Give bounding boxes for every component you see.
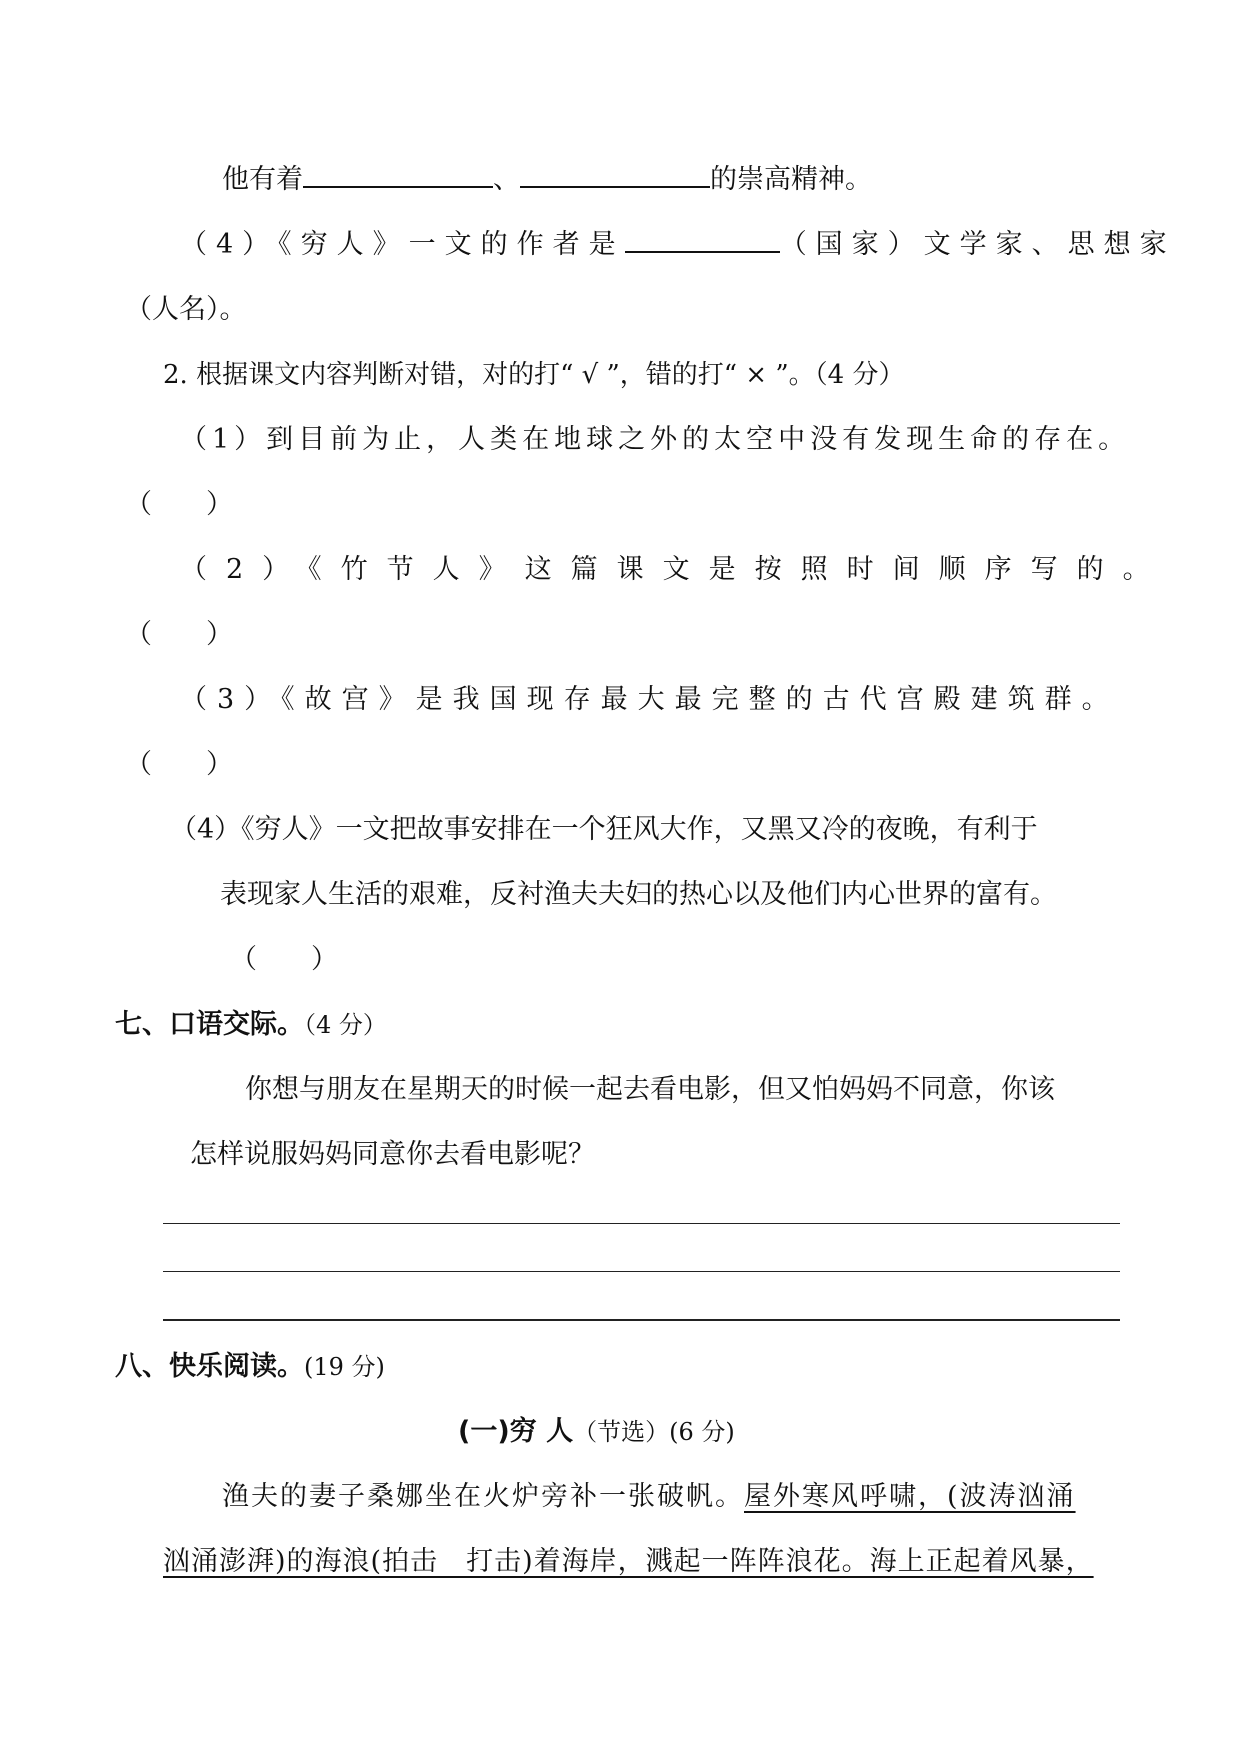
q2-item-3-paren: （ ） (125, 749, 233, 780)
sec8-score: (19 分) (304, 1353, 385, 1381)
q1-4-prefix: （4）《穷人》一文的作者是 (180, 229, 625, 260)
sec8-heading (115, 1347, 385, 1387)
q1-3-sep: 、 (493, 164, 520, 195)
q2-item-4-paren: （ ） (230, 944, 338, 975)
q2-item-1-paren: （ ） (125, 489, 233, 520)
q2-title: 2. 根据课文内容判断对错，对的打“ √ ”，错的打“ × ”。（4 分） (163, 360, 905, 390)
q1-3-suffix: 的崇高精神。 (710, 164, 872, 195)
q1-4-suffix: （国家）文学家、思想家 (779, 229, 1176, 260)
blank-2[interactable] (520, 162, 710, 188)
q2-item-1: （1）到目前为止，人类在地球之外的太空中没有发现生命的存在。 (180, 424, 1131, 455)
sec7-score: （4 分） (304, 1011, 387, 1039)
sec7-heading (115, 1005, 387, 1045)
blank-1[interactable] (303, 162, 493, 188)
answer-line-3[interactable] (163, 1319, 1120, 1321)
blank-3[interactable] (625, 227, 780, 253)
q1-3-prefix: 他有着 (222, 164, 303, 195)
q2-item-3: （3）《故宫》是我国现存最大最完整的古代宫殿建筑群。 (180, 684, 1119, 715)
q2-item-4-line1: （4）《穷人》一文把故事安排在一个狂风大作，又黑又冷的夜晚，有利于 (170, 814, 1038, 845)
sec7-prompt-1: 你想与朋友在星期天的时候一起去看电影，但又怕妈妈不同意，你该 (245, 1074, 1055, 1105)
q1-3-line (222, 160, 872, 200)
reading-para-1-underlined: 屋外寒风呼啸，(波涛汹涌 (744, 1481, 1076, 1512)
reading-title-main: (一)穷 人 (458, 1416, 574, 1447)
reading-para-2: 汹涌澎湃)的海浪(拍击 打击)着海岸，溅起一阵阵浪花。海上正起着风暴， (163, 1546, 1094, 1577)
sec8-title: 八、快乐阅读。 (115, 1351, 304, 1382)
answer-line-2[interactable] (163, 1271, 1120, 1272)
reading-para-1-plain: 渔夫的妻子桑娜坐在火炉旁补一张破帆。 (222, 1481, 744, 1512)
q1-4-line (180, 225, 1176, 265)
reading-title (458, 1412, 735, 1452)
sec7-prompt-2: 怎样说服妈妈同意你去看电影呢？ (190, 1139, 595, 1170)
q2-item-2: （2）《竹节人》这篇课文是按照时间顺序写的。 (180, 554, 1169, 585)
q2-item-4-line2: 表现家人生活的艰难，反衬渔夫夫妇的热心以及他们内心世界的富有。 (220, 879, 1057, 910)
answer-line-1[interactable] (163, 1223, 1120, 1224)
sec7-title: 七、口语交际。 (115, 1009, 304, 1040)
q2-item-2-paren: （ ） (125, 619, 233, 650)
q1-4-cont: （人名）。 (125, 294, 247, 325)
reading-para-1 (222, 1477, 1076, 1517)
reading-title-note: （节选）(6 分) (573, 1418, 735, 1446)
